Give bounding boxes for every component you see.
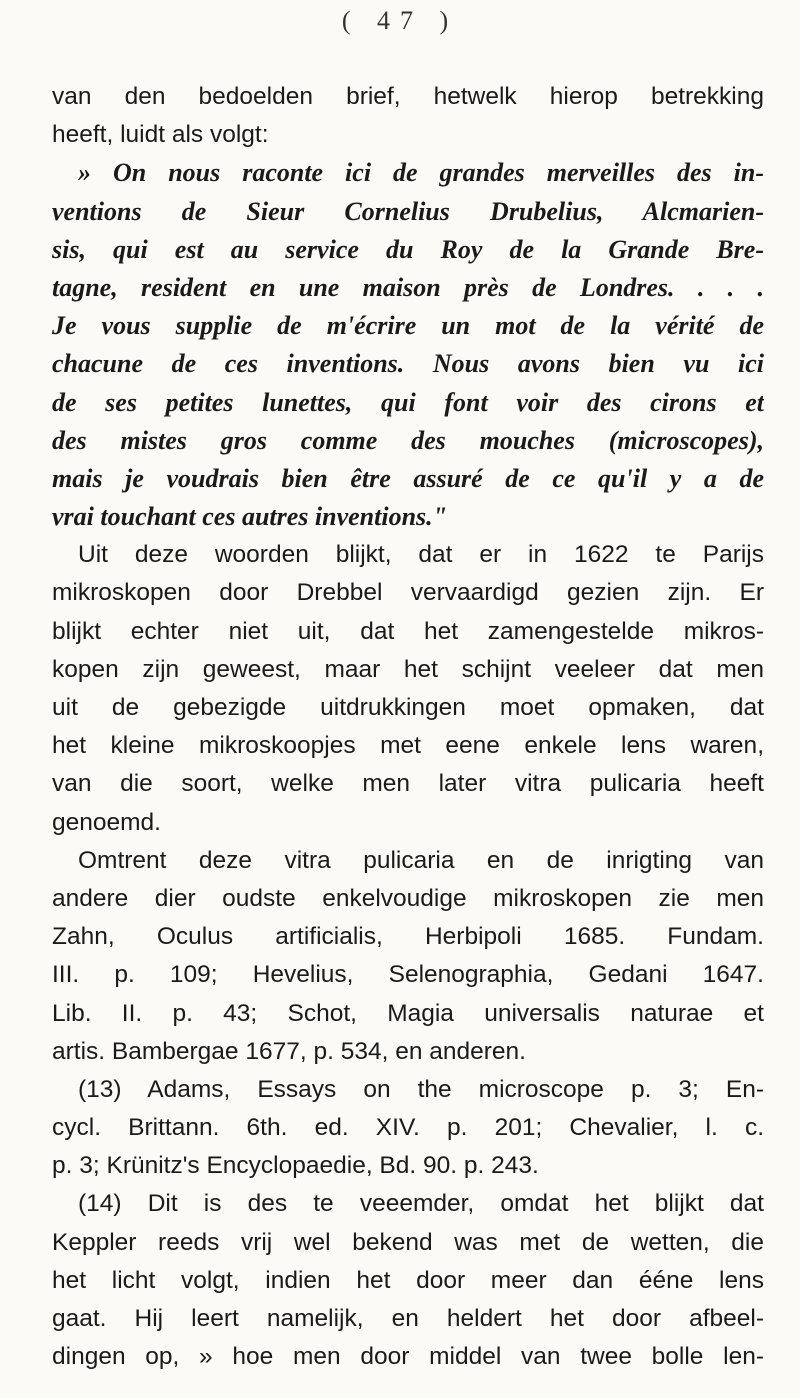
body-text (52, 78, 764, 1376)
text-line: (13) Adams, Essays on the microscope p. 3; En- (78, 1075, 764, 1103)
text-line: genoemd. (52, 808, 161, 836)
text-line: Uit deze woorden blijkt, dat er in 1622 te Parijs (78, 541, 764, 569)
page-number: ( 47 ) (341, 6, 459, 35)
text-line: het kleine mikroskoopjes met eene enkele lens waren, (52, 732, 764, 760)
text-line: heeft, luidt als volgt: (52, 121, 269, 149)
text-line: blijkt echter niet uit, dat het zamengestelde mikros- (52, 617, 764, 645)
text-line: Je vous supplie de m'écrire un mot de la vérité de (52, 311, 764, 341)
text-line: vrai touchant ces autres inventions." (52, 502, 448, 532)
text-line: uit de gebezigde uitdrukkingen moet opmaken, dat (52, 694, 764, 721)
text-line: mikroskopen door Drebbel vervaardigd gezien zijn. Er (52, 579, 764, 607)
text-line: sis, qui est au service du Roy de la Grande Bre- (52, 234, 764, 264)
text-line: (14) Dit is des te veeemder, omdat het blijkt dat (78, 1190, 764, 1218)
text-line: p. 3; Krünitz's Encyclopaedie, Bd. 90. p. 243. (52, 1152, 539, 1180)
text-line: chacune de ces inventions. Nous avons bien vu ici (52, 349, 764, 379)
text-line: III. p. 109; Hevelius, Selenographia, Gedani 1647. (52, 961, 764, 989)
text-line: de ses petites lunettes, qui font voir des cirons et (52, 387, 764, 417)
text-line: van den bedoelden brief, hetwelk hierop betrekking (52, 83, 764, 110)
text-line: artis. Bambergae 1677, p. 534, en anderen. (52, 1037, 526, 1065)
text-line: » On nous raconte ici de grandes merveilles des in- (78, 158, 764, 188)
text-line: dingen op, » hoe men door middel van twee bolle len- (52, 1343, 764, 1371)
text-line: Omtrent deze vitra pulicaria en de inrigting van (78, 846, 764, 874)
text-line: des mistes gros comme des mouches (microscopes), (52, 425, 764, 455)
text-line: andere dier oudste enkelvoudige mikroskopen zie men (52, 884, 764, 912)
text-line: Zahn, Oculus artificialis, Herbipoli 1685. Fundam. (52, 923, 764, 951)
text-line: Keppler reeds vrij wel bekend was met de wetten, die (52, 1228, 764, 1256)
text-line: Lib. II. p. 43; Schot, Magia universalis naturae et (52, 999, 764, 1027)
text-line: het licht volgt, indien het door meer dan ééne lens (52, 1266, 764, 1294)
text-line: van die soort, welke men later vitra pulicaria heeft (52, 770, 764, 798)
text-line: gaat. Hij leert namelijk, en heldert het door afbeel- (52, 1305, 764, 1332)
text-line: cycl. Brittann. 6th. ed. XIV. p. 201; Chevalier, l. c. (52, 1114, 764, 1142)
text-line: ventions de Sieur Cornelius Drubelius, Alcmarien- (52, 196, 764, 226)
text-line: tagne, resident en une maison près de Londres. . . . (52, 272, 764, 302)
text-line: mais je voudrais bien être assuré de ce qu'il y a de (52, 463, 764, 493)
text-line: kopen zijn geweest, maar het schijnt veeleer dat men (52, 655, 764, 683)
